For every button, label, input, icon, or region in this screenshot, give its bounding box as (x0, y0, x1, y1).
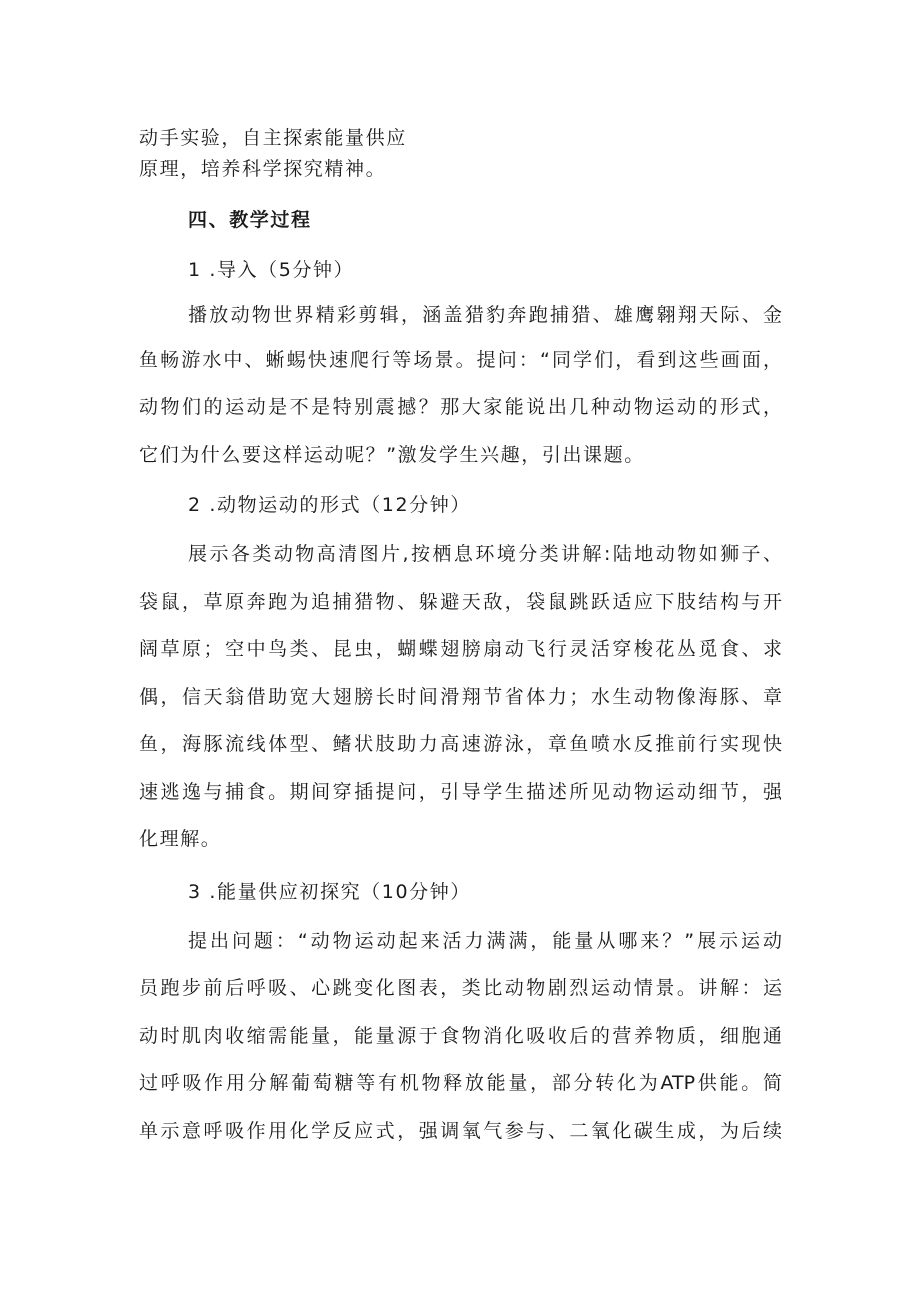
paragraph-line: 单示意呼吸作用化学反应式，强调氧气参与、二氧化碳生成，为后续 (139, 1120, 782, 1142)
paragraph-line: 过呼吸作用分解葡萄糖等有机物释放能量，部分转化为ATP供能。简 (139, 1072, 782, 1094)
paragraph-line: 阔草原；空中鸟类、昆虫，蝴蝶翅膀扇动飞行灵活穿梭花丛觅食、求 (139, 638, 782, 660)
intro-line-1: 动手实验，自主探索能量供应 (139, 127, 407, 149)
paragraph-line: 提出问题：“动物运动起来活力满满，能量从哪来？”展示运动 (188, 930, 782, 952)
intro-line-2: 原理，培养科学探究精神。 (139, 158, 387, 180)
paragraph-line: 化理解。 (139, 828, 222, 850)
paragraph-line: 播放动物世界精彩剪辑，涵盖猎豹奔跑捕猎、雄鹰翱翔天际、金 (188, 304, 782, 326)
paragraph-line: 动时肌肉收缩需能量，能量源于食物消化吸收后的营养物质，细胞通 (139, 1025, 782, 1047)
subsection-title-2: 2 .动物运动的形式（12分钟） (188, 494, 471, 516)
paragraph-line: 袋鼠，草原奔跑为追捕猎物、躲避天敌，袋鼠跳跃适应下肢结构与开 (139, 591, 782, 613)
paragraph-line: 展示各类动物高清图片,按栖息环境分类讲解:陆地动物如狮子、 (188, 543, 782, 565)
subsection-title-1: 1 .导入（5分钟） (188, 259, 355, 281)
paragraph-line: 员跑步前后呼吸、心跳变化图表，类比动物剧烈运动情景。讲解：运 (139, 977, 782, 999)
paragraph-line: 速逃逸与捕食。期间穿插提问，引导学生描述所见动物运动细节，强 (139, 781, 782, 803)
paragraph-line: 它们为什么要这样运动呢？”激发学生兴趣，引出课题。 (139, 444, 645, 466)
subsection-title-3: 3 .能量供应初探究（10分钟） (188, 881, 471, 903)
paragraph-line: 偶，信天翁借助宽大翅膀长时间滑翔节省体力；水生动物像海豚、章 (139, 686, 782, 708)
section-heading: 四、教学过程 (188, 209, 312, 231)
paragraph-line: 鱼，海豚流线体型、鳍状肢助力高速游泳，章鱼喷水反推前行实现快 (139, 733, 782, 755)
paragraph-line: 动物们的运动是不是特别震撼？那大家能说出几种动物运动的形式， (139, 396, 782, 418)
paragraph-line: 鱼畅游水中、蜥蜴快速爬行等场景。提问：“同学们，看到这些画面， (139, 349, 782, 371)
